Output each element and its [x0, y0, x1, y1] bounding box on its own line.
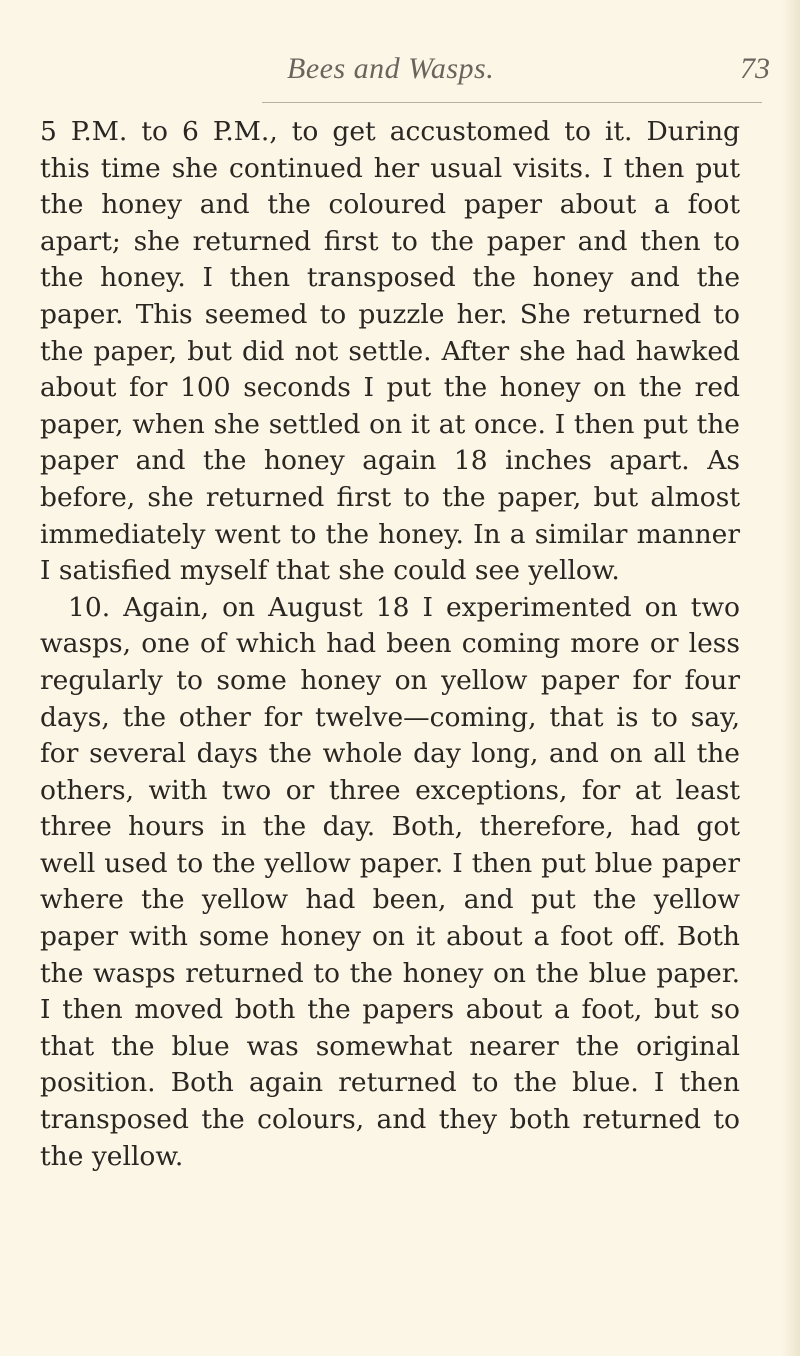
- paragraph-10: 10. Again, on August 18 I experimented on two wasps, one of which had been coming more or less regularly to some honey on yellow paper for four days, the other for twelve—coming, that is to say, for several days the whole day long, and on all the others, with two or three exceptions, for at least three hours in the day. Both, therefore, had got well used to the yellow paper. I then put blue paper where the yellow had been, and put the yellow paper with some honey on it about a foot off. Both the wasps returned to the honey on the blue paper. I then moved both the papers about a foot, but so that the blue was somewhat nearer the original position. Both again returned to the blue. I then transposed the colours, and they both returned to the yellow.: [40, 591, 740, 1172]
- paragraph-continued: 5 P.M. to 6 P.M., to get accustomed to it. During this time she continued her usual visits. I then put the honey and the coloured paper about a foot apart; she returned first to the paper and then to the honey. I then transposed the honey and the paper. This seemed to puzzle her. She returned to the paper, but did not settle. After she had hawked about for 100 seconds I put the honey on the red paper, when she settled on it at once. I then put the paper and the honey again 18 inches apart. As before, she returned first to the paper, but almost immediately went to the honey. In a similar manner I satisfied myself that she could see yellow.: [40, 116, 740, 587]
- running-head: [40, 52, 770, 92]
- header-rule: [262, 102, 762, 103]
- body-text: [40, 114, 740, 1175]
- page-edge-shadow: [782, 0, 800, 1356]
- running-title: Bees and Wasps.: [287, 52, 495, 85]
- page-number: 73: [740, 52, 770, 85]
